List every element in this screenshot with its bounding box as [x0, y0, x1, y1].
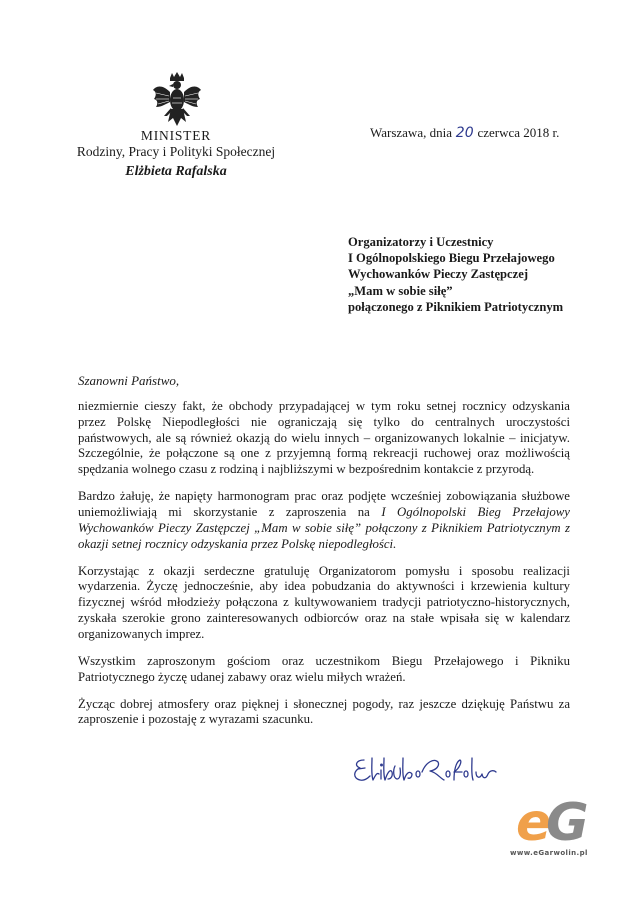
recipient-block [348, 234, 608, 315]
body-paragraph-5: Życząc dobrej atmosfery oraz pięknej i słonecznej pogody, raz jeszcze dziękuję Państwu za zaproszenie i pozostaję z wyrazami szacunku. [78, 696, 570, 727]
body-paragraph-2 [78, 489, 570, 552]
svg-text:G: G [546, 793, 589, 848]
recipient-line: I Ogólnopolskiego Biegu Przełajowego [348, 251, 555, 266]
handwritten-signature [350, 752, 510, 790]
minister-title: MINISTER [140, 128, 212, 143]
recipient-line: Wychowanków Pieczy Zastępczej [348, 267, 529, 282]
dateline-day: 20 [455, 125, 474, 141]
event-name-italic: I Ogólnopolski Bieg Przełajowy Wychowanków Pieczy Zastępczej „Mam w sobie siłę” połączony z Piknikiem Patriotycznym z okazji setnej rocznicy odzyskania przez Polskę niepodległości. [78, 504, 570, 551]
body-paragraph-3: Korzystając z okazji serdeczne gratuluję Organizatorom pomysłu i sposobu realizacji wydarzenia. Życzę jednocześnie, aby idea pobudzania do aktywności i krzewienia kultury fizycznej wśród młodzieży połączona z kultywowaniem tradycji patriotyczno-historycznych, zyskała szerokie grono zainteresowanych odbiorców oraz na stałe wpisała się w kalendarz organizowanych imprez. [78, 563, 570, 641]
body-paragraph-1: niezmiernie cieszy fakt, że obchody przypadającej w tym roku setnej rocznicy odzyskania przez Polskę Niepodległości nie ograniczają się tylko do centralnych uroczystości państwowych, ale są również okazją do wielu innych – organizowanych lokalnie – inicjatyw. Szczególnie, że połączone są one z przyjemną formą rekreacji ruchowej oraz możliwością spędzania wolnego czasu z rodziną i najbliższymi w bezpośrednim kontakcie z przyrodą. [78, 399, 570, 477]
dateline-prefix: Warszawa, dnia [370, 125, 452, 140]
polish-eagle-emblem-icon [152, 72, 202, 132]
ministry-name: Rodziny, Pracy i Polityki Społecznej [76, 144, 276, 159]
recipient-line: Organizatorzy i Uczestnicy [348, 235, 494, 249]
recipient-line: połączonego z Piknikiem Patriotycznym [348, 299, 564, 314]
salutation: Szanowni Państwo, [78, 373, 180, 388]
recipient-line: „Mam w sobie siłę” [348, 283, 453, 298]
minister-name: Elżbieta Rafalska [125, 164, 227, 179]
sender-block [56, 128, 296, 181]
dateline-suffix: czerwca 2018 r. [477, 125, 560, 140]
body-paragraph-2-text: Bardzo żałuję, że napięty harmonogram prac oraz podjęte wcześniej zobowiązania służbowe uniemożliwiają mi skorzystanie z zaproszenia na [78, 489, 570, 519]
watermark-site: www.eGarwolin.pl [510, 849, 588, 857]
body-paragraph-4: Wszystkim zaproszonym gościom oraz uczestnikom Biegu Przełajowego i Pikniku Patriotycznego życzę udanej zabawy oraz wielu miłych wrażeń. [78, 653, 570, 684]
letter-body [78, 399, 570, 739]
svg-text:e: e [516, 793, 552, 848]
dateline [370, 125, 559, 141]
egarwolin-logo-icon [516, 790, 600, 848]
